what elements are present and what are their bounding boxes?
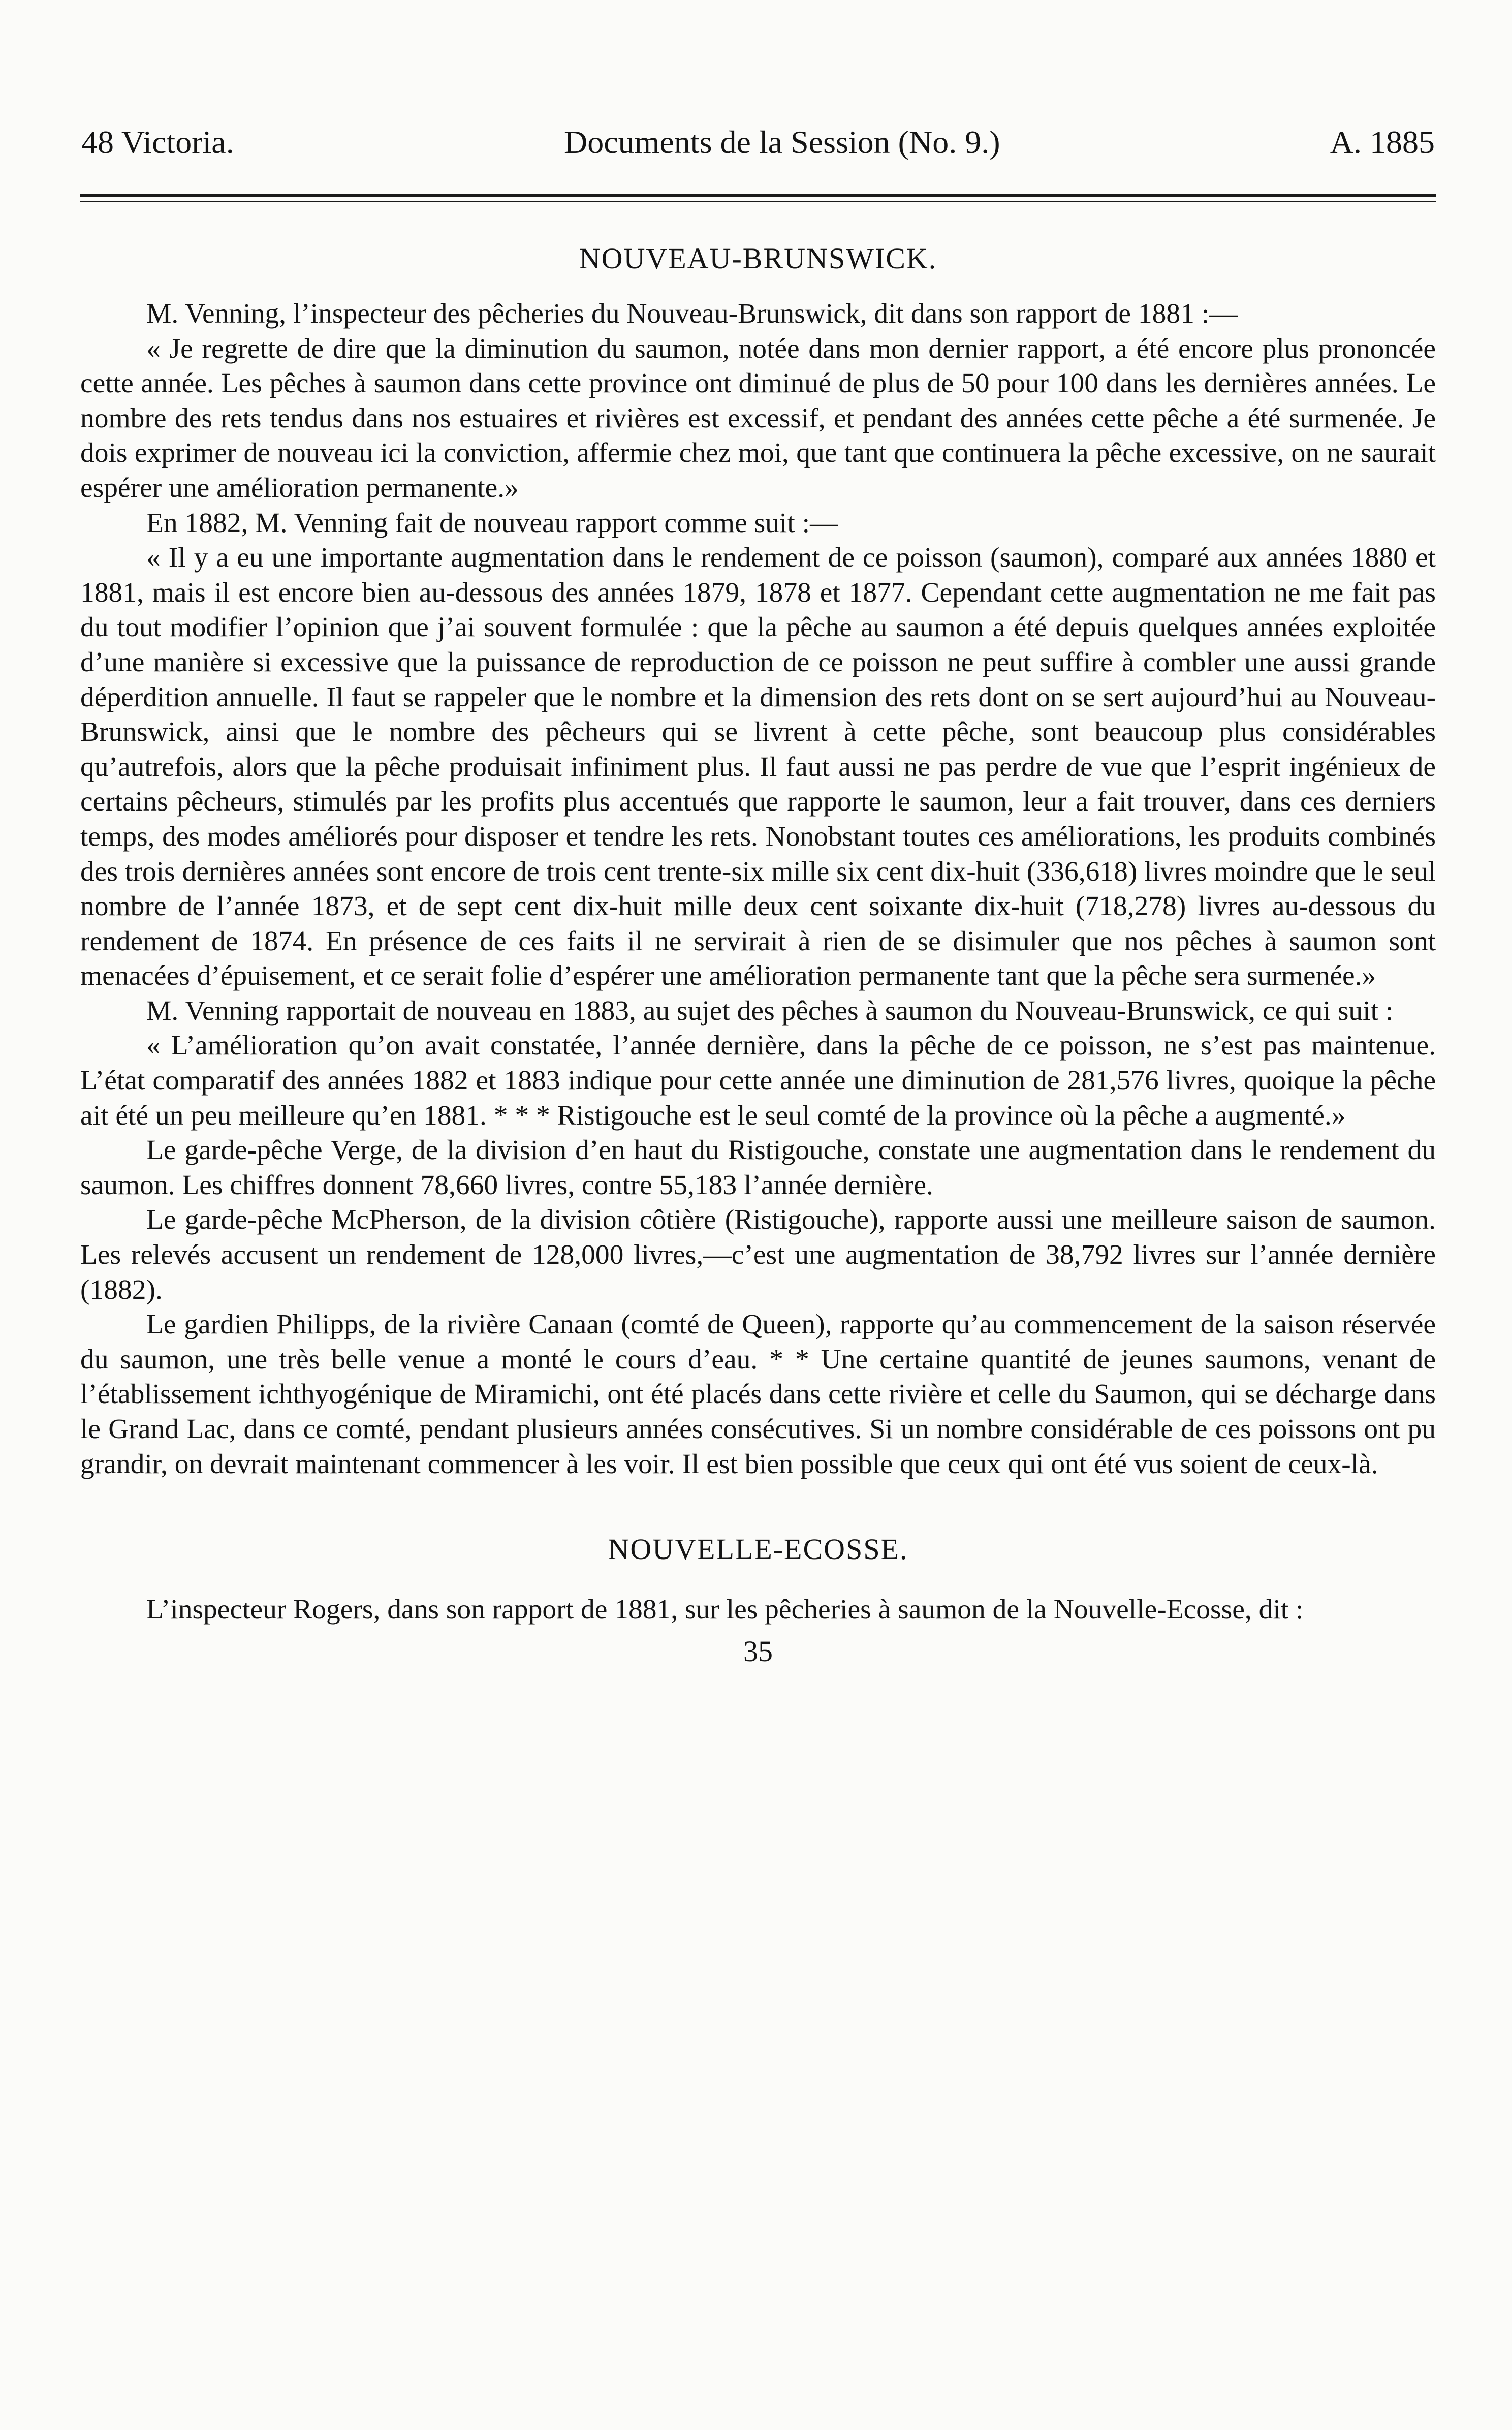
paragraph: « Je regrette de dire que la diminution du saumon, notée dans mon dernier rapport, a été encore plus prononcée cette année. Les pêches à saumon dans cette province ont diminué de plus de 50 pour 100 dans les dernières années. Le nombre des rets tendus dans nos estuaires et rivières est excessif, et pendant des années cette pêche a été surmenée. Je dois exprimer de nouveau ici la conviction, affermie chez moi, que tant que continuera la pêche excessive, on ne saurait espérer une amélioration permanente.» [80,333,1436,504]
running-header [80,126,1436,159]
paragraph: Le garde-pêche Verge, de la division d’en haut du Ristigouche, constate une augmentation dans le rendement du saumon. Les chiffres donnent 78,660 livres, contre 55,183 l’année dernière. [80,1135,1436,1201]
header-right: A. 1885 [1330,124,1435,160]
section-heading-nouvelle-ecosse: NOUVELLE-ECOSSE. [608,1533,908,1566]
paragraph: Le gardien Philipps, de la rivière Canaan (comté de Queen), rapporte qu’au commencement de la saison réservée du saumon, une très belle venue a monté le cours d’eau. * * Une certaine quantité de jeunes saumons, venant de l’établissement ichthyogénique de Miramichi, ont été placés dans cette rivière et celle du Saumon, qui se décharge dans le Grand Lac, dans ce comté, pendant plusieurs années consécutives. Si un nombre considérable de ces poissons ont pu grandir, on devrait maintenant commencer à les voir. Il est bien possible que ceux qui ont été vus soient de ceux-là. [80,1309,1436,1480]
header-center: Documents de la Session (No. 9.) [563,124,1000,160]
paragraph: L’inspecteur Rogers, dans son rapport de 1881, sur les pêcheries à saumon de la Nouvelle-Ecosse, dit : [146,1594,1304,1626]
paragraph: M. Venning, l’inspecteur des pêcheries du Nouveau-Brunswick, dit dans son rapport de 1881 :— [146,298,1238,329]
header-left: 48 Victoria. [81,124,234,160]
page-number: 35 [743,1634,773,1668]
paragraph: Le garde-pêche McPherson, de la division côtière (Ristigouche), rapporte aussi une meilleure saison de saumon. Les relevés accusent un rendement de 128,000 livres,—c’est une augmentation de 38,792 livres sur l’année dernière (1882). [80,1204,1436,1305]
paragraph: « Il y a eu une importante augmentation dans le rendement de ce poisson (saumon), comparé aux années 1880 et 1881, mais il est encore bien au-dessous des années 1879, 1878 et 1877. Cependant cette augmentation ne me fait pas du tout modifier l’opinion que j’ai souvent formulée : que la pêche au saumon a été depuis quelques années exploitée d’une manière si excessive que la puissance de reproduction de ce poisson ne peut suffire à combler une aussi grande déperdition annuelle. Il faut se rappeler que le nombre et la dimension des rets dont on se sert aujourd’hui au Nouveau-Brunswick, ainsi que le nombre des pêcheurs qui se livrent à cette pêche, sont beaucoup plus considérables qu’autrefois, alors que la pêche produisait infiniment plus. Il faut aussi ne pas perdre de vue que l’esprit ingénieux de certains pêcheurs, stimulés par les profits plus accentués que rapporte le saumon, leur a fait trouver, dans ces derniers temps, des modes améliorés pour disposer et tendre les rets. Nonobstant toutes ces améliorations, les produits combinés des trois dernières années sont encore de trois cent trente-six mille six cent dix-huit (336,618) livres moindre que le seul nombre de l’année 1873, et de sept cent dix-huit mille deux cent soixante dix-huit (718,278) livres au-dessous du rendement de 1874. En présence de ces faits il ne servirait à rien de se disimuler que nos pêches à saumon sont menacées d’épuisement, et ce serait folie d’espérer une amélioration permanente tant que la pêche sera surmenée.» [80,542,1436,992]
paragraph: M. Venning rapportait de nouveau en 1883, au sujet des pêches à saumon du Nouveau-Brunswick, ce qui suit : [146,995,1394,1026]
paragraph: « L’amélioration qu’on avait constatée, l’année dernière, dans la pêche de ce poisson, ne s’est pas maintenue. L’état comparatif des années 1882 et 1883 indique pour cette année une diminution de 281,576 livres, quoique la pêche ait été un peu meilleure qu’en 1881. * * * Ristigouche est le seul comté de la province où la pêche a augmenté.» [80,1030,1436,1131]
header-double-rule [80,194,1436,202]
section-heading-nouveau-brunswick: NOUVEAU-BRUNSWICK. [579,242,937,275]
paragraph: En 1882, M. Venning fait de nouveau rapport comme suit :— [146,507,838,539]
